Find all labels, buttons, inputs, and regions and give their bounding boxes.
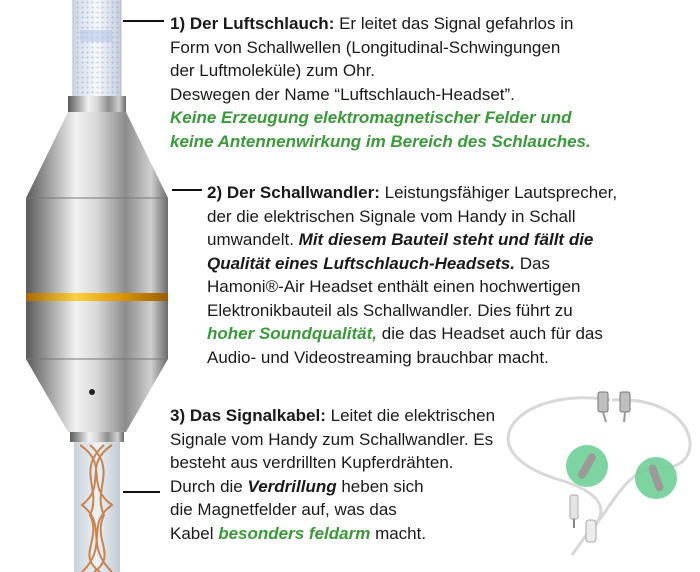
section3-bold: Verdrillung [247, 476, 337, 496]
section3-line6b: macht. [375, 523, 427, 543]
section2-bold1: Mit diesem Bauteil steht und fällt die [298, 230, 594, 249]
section1-green-line1: Keine Erzeugung elektromagnetischer Felder und [170, 108, 572, 127]
section1-line3: der Luftmoleküle) zum Ohr. [170, 61, 376, 80]
section2-line1: Leistungsfähiger Lautsprecher, [384, 183, 618, 202]
section2-line4b: Das [519, 253, 550, 273]
sound-converter [26, 96, 168, 442]
section3-green: besonders feldarm [218, 523, 371, 543]
earbud-icon [598, 392, 630, 422]
section3-line3: besteht aus verdrillten Kupferdrähten. [170, 453, 454, 472]
mic-remote-icon [586, 520, 596, 542]
section3-line6a: Kabel [170, 523, 214, 543]
signal-cable [74, 442, 120, 572]
section3-line4a: Durch die [170, 476, 243, 496]
section1-line4: Deswegen der Name “Luftschlauch-Headset”. [170, 84, 515, 104]
section3-line5: die Magnetfelder auf, was das [170, 500, 397, 519]
section2-bold2: Qualität eines Luftschlauch-Headsets. [207, 253, 515, 273]
plug-icon [570, 495, 578, 519]
section2-line3a: umwandelt. [207, 230, 294, 249]
section1-line1: Er leitet das Signal gefahrlos in [339, 14, 574, 33]
air-tube [73, 0, 121, 102]
section1-green-line2: keine Antennenwirkung im Bereich des Schlauches. [170, 131, 591, 151]
section3-line4b: heben sich [341, 476, 424, 496]
section2-line7b: die das Headset auch für das [381, 324, 603, 343]
section-air-tube [170, 12, 695, 153]
section2-line5: Hamoni®-Air Headset enthält einen hochwertigen [207, 277, 581, 296]
section3-line2: Signale vom Handy zum Schallwandler. Es [170, 429, 494, 449]
section2-line2: der die elektrischen Signale vom Handy in Schall [207, 206, 576, 226]
section2-line6: Elektronikbauteil als Schallwandler. Dies führt zu [207, 300, 573, 320]
section3-heading: 3) Das Signalkabel: [170, 406, 326, 425]
section3-line1: Leitet die elektrischen [330, 406, 496, 425]
section1-line2: Form von Schallwellen (Longitudinal-Schwingungen [170, 37, 561, 57]
section2-heading: 2) Der Schallwandler: [207, 183, 380, 202]
section2-line8: Audio- und Videostreaming brauchbar macht. [207, 347, 549, 367]
section2-green: hoher Soundqualität, [207, 324, 377, 343]
section1-heading: 1) Der Luftschlauch: [170, 14, 335, 33]
section-signal-cable [170, 404, 540, 545]
section-sound-converter [207, 181, 697, 369]
